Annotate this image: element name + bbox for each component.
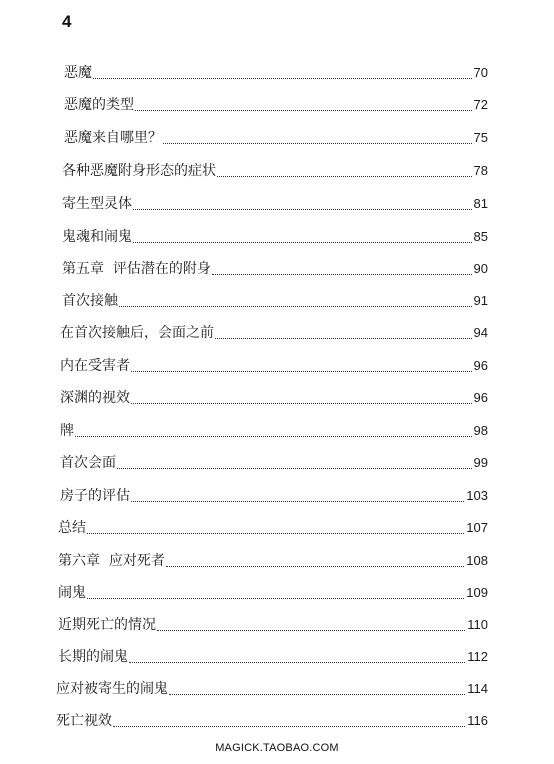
toc-entry-page: 103 [466, 488, 488, 503]
toc-entry-page: 96 [473, 358, 488, 373]
toc-entry-title: 长期的闹鬼 [58, 649, 128, 665]
toc-dot-leader [133, 232, 472, 243]
toc-entry[interactable] [60, 387, 488, 407]
toc-dot-leader [133, 199, 472, 210]
toc-dot-leader [163, 133, 472, 144]
toc-entry[interactable] [58, 614, 488, 634]
toc-entry-title: 首次接触 [62, 293, 118, 309]
toc-entry-page: 72 [473, 97, 488, 112]
toc-entry-page: 112 [467, 649, 488, 664]
toc-entry-title: 第五章 评估潜在的附身 [62, 261, 211, 277]
toc-entry[interactable] [64, 94, 488, 114]
toc-dot-leader [75, 426, 472, 437]
toc-entry[interactable] [58, 646, 488, 666]
toc-entry-title: 房子的评估 [60, 488, 130, 504]
toc-entry[interactable] [56, 710, 488, 730]
toc-entry-page: 96 [473, 390, 488, 405]
toc-dot-leader [135, 100, 472, 111]
toc-entry[interactable] [62, 160, 488, 180]
toc-entry-chapter[interactable] [62, 258, 488, 278]
toc-entry-title: 在首次接触后，会面之前 [60, 325, 214, 341]
toc-entry-chapter[interactable] [58, 550, 488, 570]
toc-dot-leader [87, 588, 464, 599]
toc-entry-title: 首次会面 [60, 455, 116, 471]
toc-dot-leader [157, 620, 465, 631]
toc-entry-page: 107 [466, 520, 488, 535]
toc-entry-page: 90 [473, 261, 488, 276]
toc-entry[interactable] [60, 485, 488, 505]
toc-dot-leader [169, 684, 465, 695]
toc-dot-leader [119, 296, 472, 307]
toc-entry[interactable] [62, 290, 488, 310]
toc-entry-page: 114 [467, 681, 488, 696]
toc-entry-page: 75 [473, 130, 488, 145]
toc-entry-page: 70 [473, 65, 488, 80]
toc-dot-leader [166, 556, 464, 567]
toc-dot-leader [129, 652, 465, 663]
toc-dot-leader [217, 166, 472, 177]
toc-entry-title: 闹鬼 [58, 585, 86, 601]
toc-dot-leader [93, 68, 472, 79]
toc-entry-title: 深渊的视效 [60, 390, 130, 406]
toc-entry-page: 116 [467, 713, 488, 728]
toc-entry-title: 牌 [60, 423, 74, 439]
toc-entry-title: 恶魔 [64, 65, 92, 81]
toc-entry-title: 近期死亡的情况 [58, 617, 156, 633]
toc-entry-title: 应对被寄生的闹鬼 [56, 681, 168, 697]
toc-entry-title: 总结 [58, 520, 86, 536]
toc-entry-title: 寄生型灵体 [62, 196, 132, 212]
toc-entry[interactable] [62, 193, 488, 213]
toc-dot-leader [131, 491, 464, 502]
toc-entry[interactable] [56, 678, 488, 698]
toc-entry-page: 81 [473, 196, 488, 211]
toc-entry-title: 恶魔来自哪里？ [64, 130, 162, 146]
toc-entry-page: 91 [473, 293, 488, 308]
toc-entry[interactable] [58, 582, 488, 602]
toc-entry[interactable] [64, 127, 488, 147]
toc-entry-title: 各种恶魔附身形态的症状 [62, 163, 216, 179]
toc-entry-title: 恶魔的类型 [64, 97, 134, 113]
toc-entry[interactable] [60, 452, 488, 472]
toc-entry-title: 内在受害者 [60, 358, 130, 374]
toc-dot-leader [117, 458, 472, 469]
toc-dot-leader [215, 328, 472, 339]
page-number: 4 [62, 12, 72, 31]
footer-watermark: MAGICK.TAOBAO.COM [215, 742, 339, 754]
toc-entry[interactable] [64, 62, 488, 82]
toc-dot-leader [212, 264, 472, 275]
toc-dot-leader [131, 393, 472, 404]
toc-entry[interactable] [60, 420, 488, 440]
toc-dot-leader [113, 716, 465, 727]
toc-entry[interactable] [62, 226, 488, 246]
toc-entry[interactable] [58, 517, 488, 537]
toc-entry-page: 110 [467, 617, 488, 632]
toc-dot-leader [87, 523, 464, 534]
toc-entry-page: 94 [473, 325, 488, 340]
toc-entry-page: 98 [473, 423, 488, 438]
toc-entry-page: 109 [466, 585, 488, 600]
toc-entry-page: 99 [473, 455, 488, 470]
toc-entry-title: 死亡视效 [56, 713, 112, 729]
toc-entry[interactable] [60, 355, 488, 375]
toc-entry-page: 78 [473, 163, 488, 178]
toc-entry-page: 85 [473, 229, 488, 244]
toc-dot-leader [131, 361, 472, 372]
toc-entry[interactable] [60, 322, 488, 342]
toc-entry-page: 108 [466, 553, 488, 568]
toc-entry-title: 鬼魂和闹鬼 [62, 229, 132, 245]
toc-entry-title: 第六章 应对死者 [58, 553, 165, 569]
